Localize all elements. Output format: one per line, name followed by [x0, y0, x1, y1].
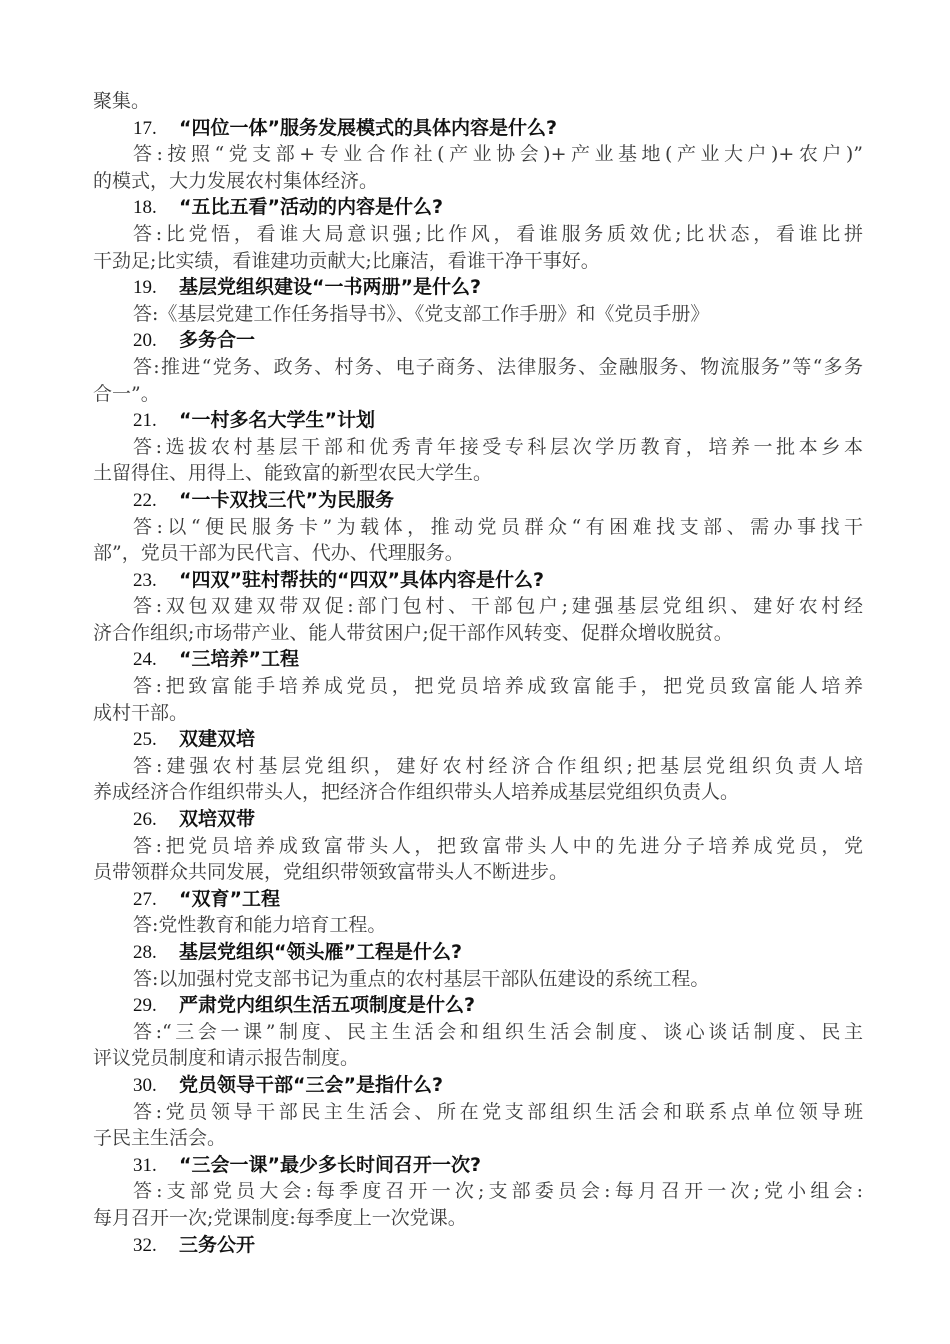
question-number: 19. [133, 277, 157, 299]
question-number: 17. [133, 117, 157, 139]
question-number: 25. [133, 729, 157, 751]
question-heading [93, 939, 863, 966]
answer-line: 答:把致富能手培养成党员，把党员培养成致富能手，把党员致富能人培养 [133, 675, 863, 698]
question-number: 24. [133, 649, 157, 671]
question-text: “三会一课”最少多长时间召开一次? [179, 1153, 481, 1176]
question-heading [93, 115, 863, 142]
question-number: 20. [133, 330, 157, 352]
question-heading [93, 327, 863, 354]
answer-line: 土留得住、用得上、能致富的新型农民大学生。 [93, 462, 493, 485]
question-text: 基层党组织“领头雁”工程是什么? [179, 941, 462, 963]
answer-line: 员带领群众共同发展，党组织带领致富带头人不断进步。 [93, 861, 569, 884]
question-text: 双培双带 [179, 808, 256, 831]
answer-line: 答:支部党员大会:每季度召开一次;支部委员会:每月召开一次;党小组会: [133, 1180, 863, 1203]
answer-line: 养成经济合作组织带头人，把经济合作组织带头人培养成基层党组织负责人。 [93, 781, 740, 804]
question-heading [93, 274, 863, 301]
answer-line: 济合作组织;市场带产业、能人带贫困户;促干部作风转变、促群众增收脱贫。 [93, 621, 733, 644]
answer-line: 部”，党员干部为民代言、代办、代理服务。 [93, 542, 464, 565]
question-number: 30. [133, 1074, 157, 1096]
question-number: 18. [133, 197, 157, 219]
question-heading [93, 1152, 863, 1179]
question-text: “三培养”工程 [179, 648, 299, 671]
question-heading [93, 1232, 863, 1259]
question-number: 23. [133, 569, 157, 591]
answer-line: 子民主生活会。 [93, 1127, 227, 1150]
question-heading [93, 806, 863, 833]
answer-line: 答:《基层党建工作任务指导书》、《党支部工作手册》和《党员手册》 [133, 302, 710, 325]
answer-line: 答:“三会一课”制度、民主生活会和组织生活会制度、谈心谈话制度、民主 [133, 1020, 863, 1043]
question-number: 27. [133, 888, 157, 910]
answer-line: 合一”。 [93, 382, 160, 405]
answer-line: 的模式，大力发展农村集体经济。 [93, 169, 379, 192]
answer-line: 答:把党员培养成致富带头人，把致富带头人中的先进分子培养成党员，党 [133, 834, 863, 857]
question-text: 严肃党内组织生活五项制度是什么? [179, 994, 476, 1017]
question-text: “四位一体”服务发展模式的具体内容是什么? [179, 116, 557, 139]
question-number: 31. [133, 1154, 157, 1176]
question-heading [93, 1072, 863, 1099]
question-heading [93, 886, 863, 913]
question-text: 三务公开 [179, 1233, 256, 1256]
question-number: 21. [133, 410, 157, 432]
answer-line: 每月召开一次;党课制度:每季度上一次党课。 [93, 1206, 467, 1229]
question-heading [93, 487, 863, 514]
answer-line: 答:比党悟，看谁大局意识强;比作风，看谁服务质效优;比状态，看谁比拼 [133, 222, 863, 245]
answer-line: 答:双包双建双带双促:部门包村、干部包户;建强基层党组织、建好农村经 [133, 595, 863, 618]
answer-line: 成村干部。 [93, 701, 189, 724]
question-text: “双育”工程 [179, 887, 280, 910]
answer-line: 答:党性教育和能力培育工程。 [133, 914, 387, 937]
question-heading [93, 567, 863, 594]
question-number: 29. [133, 995, 157, 1017]
question-number: 32. [133, 1234, 157, 1256]
answer-line: 答:党员领导干部民主生活会、所在党支部组织生活会和联系点单位领导班 [133, 1100, 863, 1123]
question-text: 多务合一 [179, 329, 256, 352]
answer-line: 答:推进“党务、政务、村务、电子商务、法律服务、金融服务、物流服务”等“多务 [133, 355, 863, 378]
answer-line: 答:选拔农村基层干部和优秀青年接受专科层次学历教育，培养一批本乡本 [133, 435, 863, 458]
question-text: 党员领导干部“三会”是指什么? [179, 1073, 443, 1096]
question-number: 28. [133, 942, 157, 963]
question-text: “五比五看”活动的内容是什么? [179, 196, 443, 219]
answer-line: 答:以加强村党支部书记为重点的农村基层干部队伍建设的系统工程。 [133, 967, 710, 990]
answer-line: 答:以“便民服务卡”为载体，推动党员群众“有困难找支部、需办事找干 [133, 515, 863, 538]
answer-line: 答:按照“党支部+专业合作社(产业协会)+产业基地(产业大户)+农户)” [133, 143, 863, 166]
answer-line: 答:建强农村基层党组织，建好农村经济合作组织;把基层党组织负责人培 [133, 754, 863, 777]
question-number: 26. [133, 809, 157, 831]
question-text: 双建双培 [179, 728, 256, 751]
question-text: “四双”驻村帮扶的“四双”具体内容是什么? [179, 568, 544, 591]
intro-line: 聚集。 [93, 90, 151, 112]
document-page [93, 88, 863, 1258]
question-heading [93, 407, 863, 434]
question-heading [93, 194, 863, 221]
answer-line: 干劲足;比实绩，看谁建功贡献大;比廉洁，看谁干净干事好。 [93, 249, 600, 272]
question-heading [93, 726, 863, 753]
question-heading [93, 992, 863, 1019]
question-heading [93, 646, 863, 673]
answer-line: 评议党员制度和请示报告制度。 [93, 1047, 360, 1070]
question-text: “一村多名大学生”计划 [179, 409, 375, 432]
question-text: 基层党组织建设“一书两册”是什么? [179, 276, 481, 299]
question-number: 22. [133, 489, 157, 511]
question-text: “一卡双找三代”为民服务 [179, 488, 394, 511]
